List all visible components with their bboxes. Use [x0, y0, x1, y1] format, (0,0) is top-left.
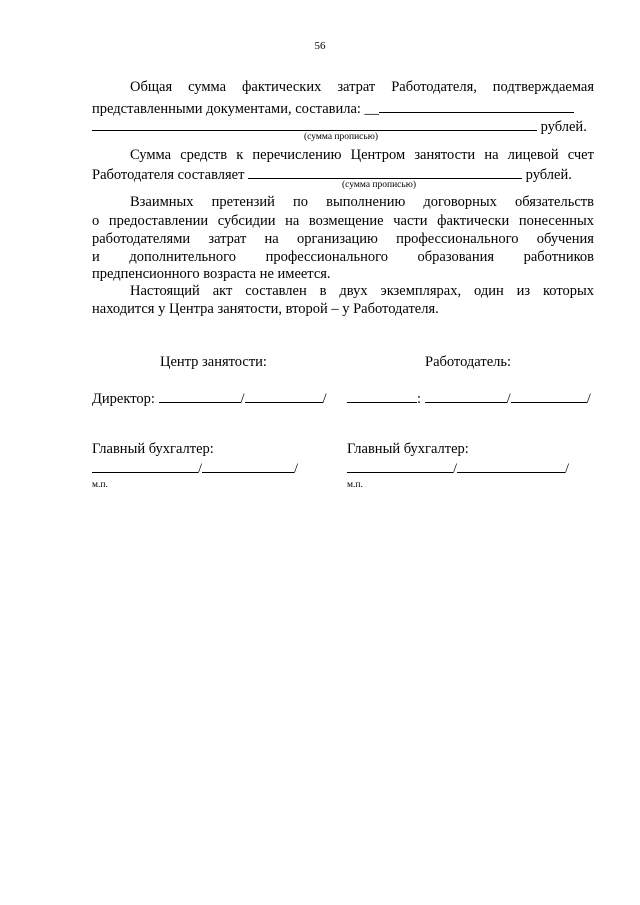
page-number: 56	[314, 40, 326, 52]
director-row-left	[92, 389, 327, 408]
word: обучения	[536, 231, 594, 247]
p3-line3	[92, 231, 594, 248]
word: части	[393, 213, 428, 229]
word: образования	[417, 249, 495, 265]
word: которых	[542, 283, 594, 299]
word: Взаимных	[130, 194, 194, 210]
word: счет	[567, 147, 594, 163]
word: понесенных	[518, 213, 594, 229]
employer-signature-blank	[425, 389, 507, 403]
word: работников	[523, 249, 594, 265]
p2-caption: (сумма прописью)	[342, 180, 416, 190]
word: в	[319, 283, 327, 299]
word: Работодателя,	[391, 79, 477, 95]
word: по	[292, 194, 308, 210]
word: Центром	[350, 147, 406, 163]
word: и	[92, 249, 100, 265]
word: фактически	[437, 213, 510, 229]
word: Сумма	[130, 147, 172, 163]
word: лицевой	[507, 147, 559, 163]
word: возмещение	[308, 213, 384, 229]
left-accountant-name-blank	[202, 459, 294, 473]
slash: /	[240, 391, 245, 407]
word: занятости	[414, 147, 476, 163]
right-accountant-label: Главный бухгалтер:	[347, 441, 469, 457]
amount-words-blank-2	[248, 165, 522, 179]
word: подтверждаемая	[492, 79, 594, 95]
word: выполнению	[326, 194, 406, 210]
slash: /	[586, 391, 591, 407]
slash: /	[294, 461, 299, 477]
right-accountant-signature-row	[347, 459, 569, 478]
word: средств	[180, 147, 228, 163]
word: работодателями	[92, 231, 191, 247]
word: экземплярах,	[380, 283, 462, 299]
director-signature-blank	[159, 389, 241, 403]
word: на	[285, 213, 300, 229]
word: о	[92, 213, 100, 229]
p3-line4	[92, 249, 594, 266]
slash: /	[565, 461, 570, 477]
p2-rubles: рублей.	[525, 167, 572, 183]
word: фактических	[242, 79, 322, 95]
p3-line5: предпенсионного возраста не имеется.	[92, 266, 331, 282]
left-accountant-label: Главный бухгалтер:	[92, 441, 214, 457]
word: Общая	[130, 79, 173, 95]
word: на	[484, 147, 499, 163]
right-accountant-signature-blank	[347, 459, 453, 473]
p4-line1	[130, 283, 594, 300]
word: договорных	[423, 194, 497, 210]
word: один	[474, 283, 504, 299]
word: организацию	[296, 231, 378, 247]
word: сумма	[188, 79, 227, 95]
word: из	[516, 283, 531, 299]
word: профессионального	[265, 249, 388, 265]
word: перечислению	[252, 147, 342, 163]
right-stamp-label: м.п.	[347, 480, 363, 490]
amount-blank-1	[379, 99, 574, 113]
word: двух	[339, 283, 368, 299]
director-row-right	[347, 389, 591, 408]
p1-line1	[130, 79, 594, 96]
word: субсидии	[217, 213, 276, 229]
word: Настоящий	[130, 283, 200, 299]
word: затрат	[208, 231, 247, 247]
word: акт	[212, 283, 233, 299]
slash: /	[322, 391, 327, 407]
word: затрат	[337, 79, 376, 95]
left-accountant-signature-row	[92, 459, 298, 478]
employer-position-blank	[347, 389, 417, 403]
director-label: Директор:	[92, 391, 155, 407]
slash: /	[506, 391, 511, 407]
left-stamp-label: м.п.	[92, 480, 108, 490]
word: претензий	[211, 194, 275, 210]
word: к	[236, 147, 244, 163]
left-accountant-signature-blank	[92, 459, 198, 473]
p2-line1	[130, 147, 594, 164]
director-name-blank	[245, 389, 323, 403]
slash: /	[198, 461, 203, 477]
word: на	[264, 231, 279, 247]
left-party-heading: Центр занятости:	[160, 354, 267, 370]
p3-line1	[130, 194, 594, 211]
word: предоставлении	[108, 213, 209, 229]
word: обязательств	[515, 194, 594, 210]
p1-line2-text: представленными документами, составила: __	[92, 101, 380, 117]
p2-line2	[92, 165, 572, 184]
p4-line2: находится у Центра занятости, второй – у Работодателя.	[92, 301, 439, 317]
word: профессионального	[396, 231, 519, 247]
p3-line2	[92, 213, 594, 230]
colon: :	[417, 391, 422, 407]
slash: /	[453, 461, 458, 477]
p1-rubles: рублей.	[540, 119, 587, 135]
p1-line2	[92, 99, 574, 118]
amount-words-blank-1	[92, 117, 537, 131]
word: дополнительного	[129, 249, 237, 265]
right-accountant-name-blank	[457, 459, 565, 473]
p2-line2-text: Работодателя составляет	[92, 167, 245, 183]
right-party-heading: Работодатель:	[425, 354, 512, 370]
employer-name-blank	[511, 389, 587, 403]
p1-caption: (сумма прописью)	[304, 132, 378, 142]
word: составлен	[245, 283, 307, 299]
